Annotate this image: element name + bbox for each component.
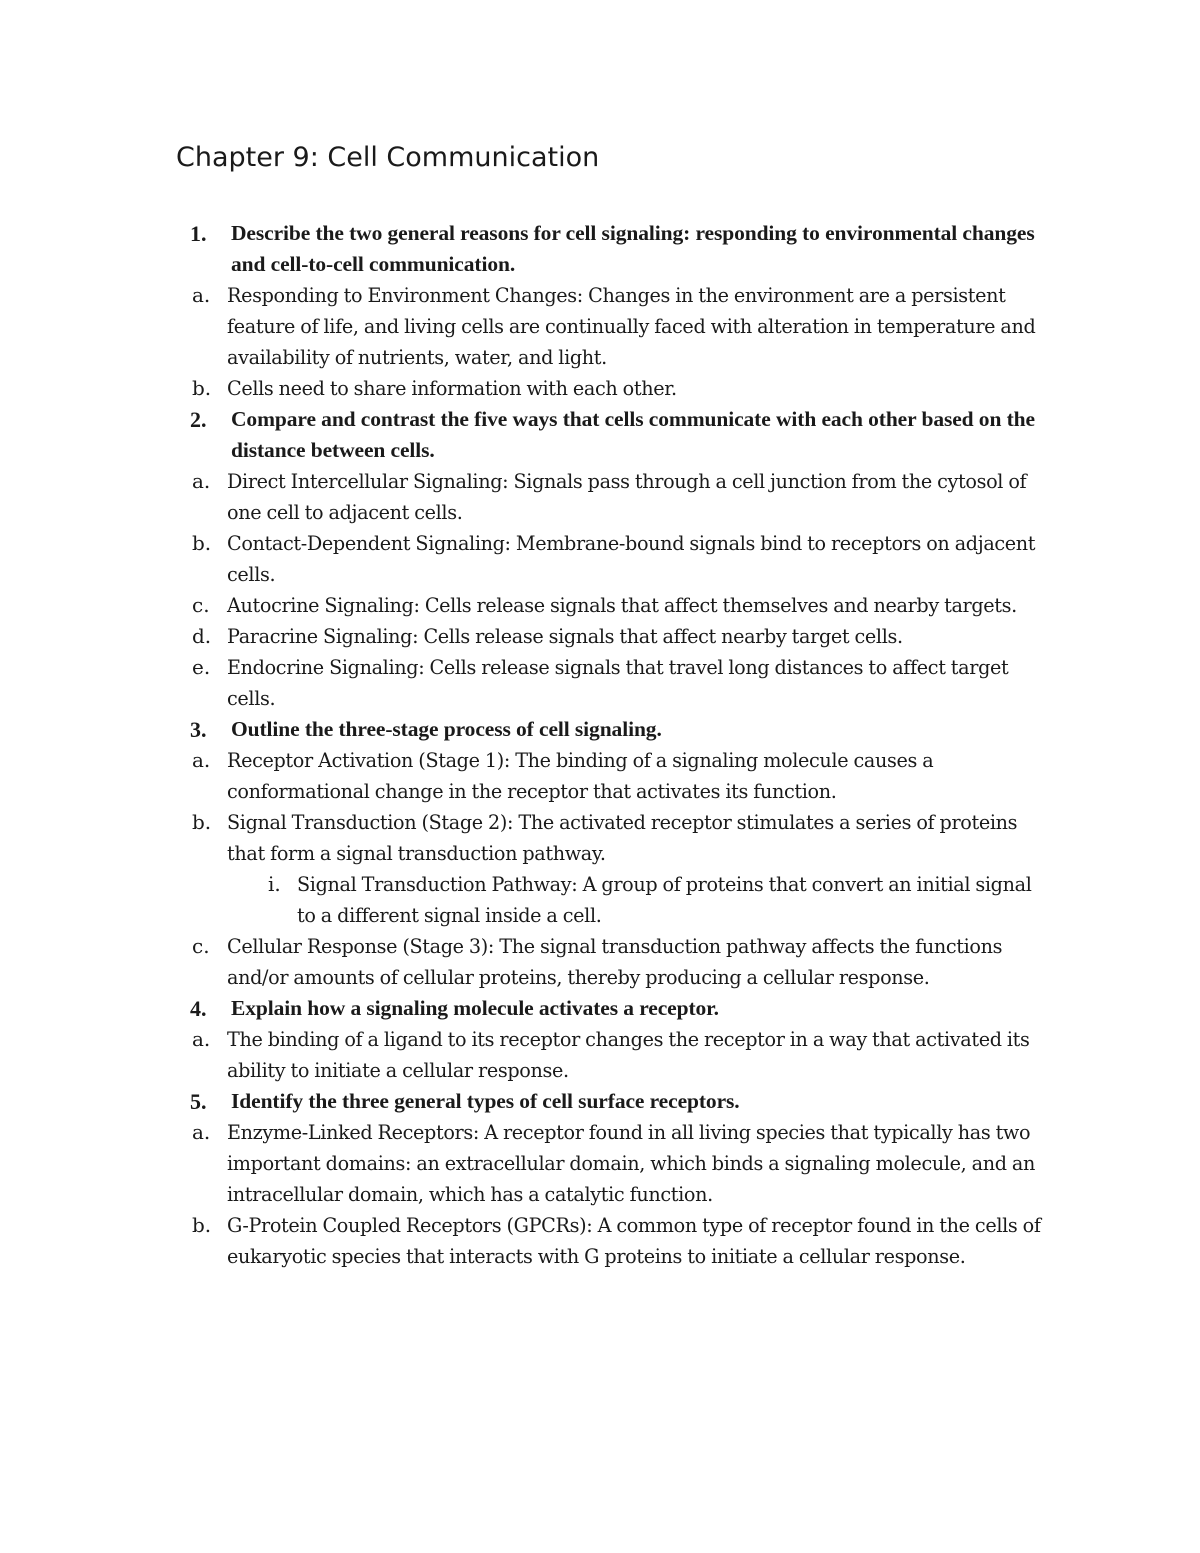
- answer-text: Receptor Activation (Stage 1): The binding of a signaling molecule causes a conformational change in the receptor that activates its function.: [227, 749, 934, 803]
- answer-letter: c.: [192, 593, 210, 617]
- answer-letter: b.: [192, 531, 212, 555]
- answer-letter: a.: [192, 283, 211, 307]
- question-text: Explain how a signaling molecule activates a receptor.: [231, 996, 719, 1020]
- answer-text: Contact-Dependent Signaling: Membrane-bound signals bind to receptors on adjacent cells.: [227, 532, 1036, 586]
- answer-letter: a.: [192, 469, 211, 493]
- answer-item: [86, 1024, 1050, 1086]
- answer-text: Autocrine Signaling: Cells release signals that affect themselves and nearby targets.: [227, 594, 1017, 617]
- answer-letter: a.: [192, 748, 211, 772]
- answer-letter: b.: [192, 376, 212, 400]
- answer-text: Responding to Environment Changes: Changes in the environment are a persistent feature of life, and living cells are continually faced with alteration in temperature and availability of nutrients, water, and light.: [227, 284, 1036, 369]
- answer-letter: b.: [192, 1213, 212, 1237]
- question-text: Describe the two general reasons for cell signaling: responding to environmental changes and cell-to-cell communication.: [231, 221, 1035, 276]
- question-number: 4.: [190, 996, 207, 1021]
- sub-answer-number: i.: [268, 872, 281, 896]
- answer-text: Endocrine Signaling: Cells release signals that travel long distances to affect target cells.: [227, 656, 1009, 710]
- answer-list: [192, 1024, 1050, 1086]
- question-item: [0, 1086, 1200, 1272]
- question-list: [0, 218, 1200, 1272]
- question-number: 1.: [190, 221, 207, 246]
- answer-letter: a.: [192, 1027, 211, 1051]
- answer-item: [86, 652, 1050, 714]
- question-number: 5.: [190, 1089, 207, 1114]
- answer-text: Enzyme-Linked Receptors: A receptor found in all living species that typically has two important domains: an extracellular domain, which binds a signaling molecule, and an intracellular domain, which has a catalytic function.: [227, 1121, 1036, 1206]
- answer-item: [86, 1117, 1050, 1210]
- sub-answer-text: Signal Transduction Pathway: A group of proteins that convert an initial signal to a different signal inside a cell.: [297, 873, 1032, 927]
- question-text: Compare and contrast the five ways that cells communicate with each other based on the distance between cells.: [231, 407, 1035, 462]
- answer-letter: c.: [192, 934, 210, 958]
- answer-text: G-Protein Coupled Receptors (GPCRs): A common type of receptor found in the cells of eukaryotic species that interacts with G proteins to initiate a cellular response.: [227, 1214, 1041, 1268]
- question-number: 2.: [190, 407, 207, 432]
- answer-letter: a.: [192, 1120, 211, 1144]
- answer-item: [86, 807, 1050, 931]
- answer-item: [86, 621, 1050, 652]
- answer-item: [86, 931, 1050, 993]
- answer-item: [86, 590, 1050, 621]
- answer-text: Cells need to share information with each other.: [227, 377, 677, 400]
- page-title: Chapter 9: Cell Communication: [176, 142, 600, 173]
- answer-item: [86, 745, 1050, 807]
- answer-list: [192, 466, 1050, 714]
- answer-letter: d.: [192, 624, 212, 648]
- answer-letter: e.: [192, 655, 211, 679]
- answer-item: [86, 466, 1050, 528]
- question-item: [0, 218, 1200, 404]
- answer-list: [192, 1117, 1050, 1272]
- answer-list: [192, 745, 1050, 993]
- question-text: Outline the three-stage process of cell signaling.: [231, 717, 662, 741]
- answer-item: [86, 528, 1050, 590]
- answer-item: [86, 1210, 1050, 1272]
- question-item: [0, 714, 1200, 993]
- question-item: [0, 404, 1200, 714]
- question-number: 3.: [190, 717, 207, 742]
- answer-text: Direct Intercellular Signaling: Signals pass through a cell junction from the cytosol of one cell to adjacent cells.: [227, 470, 1027, 524]
- answer-text: Signal Transduction (Stage 2): The activated receptor stimulates a series of proteins that form a signal transduction pathway.: [227, 811, 1018, 865]
- answer-text: Cellular Response (Stage 3): The signal transduction pathway affects the functions and/or amounts of cellular proteins, thereby producing a cellular response.: [227, 935, 1003, 989]
- answer-letter: b.: [192, 810, 212, 834]
- sub-answer-list: [172, 869, 1050, 931]
- question-item: [0, 993, 1200, 1086]
- answer-item: [86, 373, 1050, 404]
- answer-list: [192, 280, 1050, 404]
- question-text: Identify the three general types of cell surface receptors.: [231, 1089, 740, 1113]
- sub-answer-item: [172, 869, 1050, 931]
- answer-item: [86, 280, 1050, 373]
- answer-text: The binding of a ligand to its receptor changes the receptor in a way that activated its ability to initiate a cellular response.: [227, 1028, 1030, 1082]
- answer-text: Paracrine Signaling: Cells release signals that affect nearby target cells.: [227, 625, 903, 648]
